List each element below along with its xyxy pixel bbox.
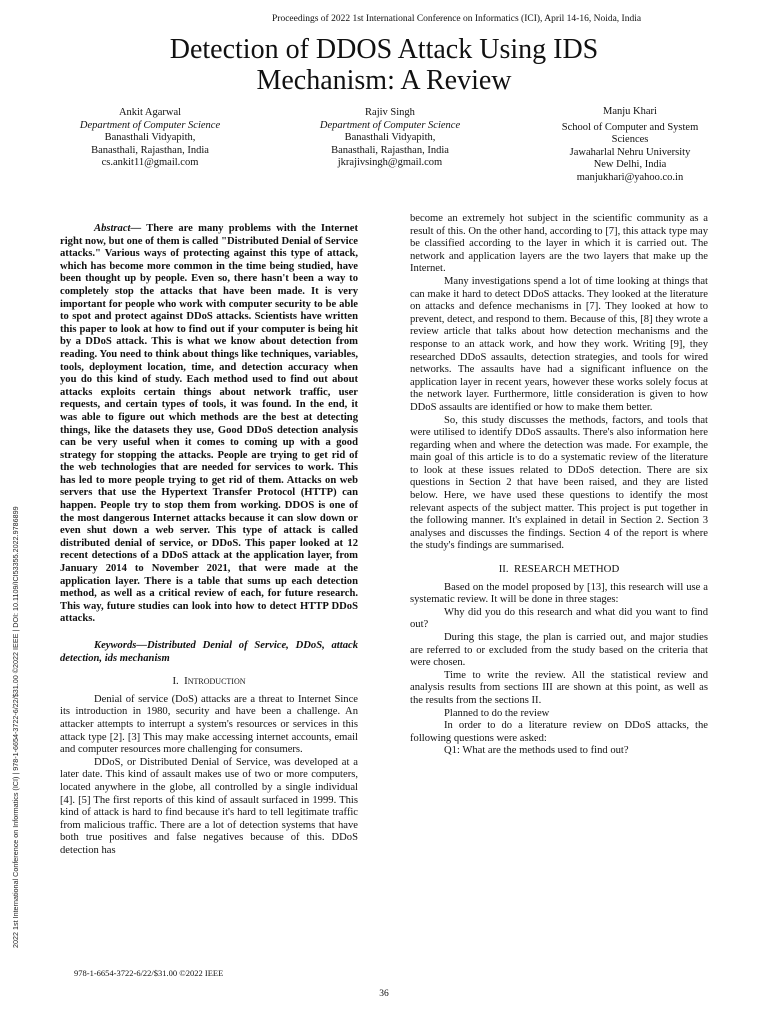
abstract-label: Abstract xyxy=(94,223,131,234)
research-method-paragraph-1: Based on the model proposed by [13], this research will use a systematic review. It will be done in three stages: xyxy=(410,581,708,606)
right-paragraph-2: Many investigations spend a lot of time looking at things that can make it hard to detect DDoS attacks. They looked at the literature on attacks and defence mechanisms in [7]. They looked at how to prevent, detect, and respond to them. Because of this, [8] they wrote a review article that talks about how detection mechanisms and the response to an attack work, and how they work. Writing [9], they researched DDoS assaults, detection strategies, and tools for wired networks. The assaults have had a significant influence on the application layer in recent years, however these works solely focus at the network layer. Furthermore, little consideration is given to how DDoS assaults are identified or how to make them better. xyxy=(410,275,708,413)
research-method-paragraph-2: Why did you do this research and what did you want to find out? xyxy=(410,606,708,631)
author-department: School of Computer and System xyxy=(561,121,699,133)
research-method-paragraph-3: During this stage, the plan is carried out, and major studies are referred to or excluded from the study based on the criteria that were chosen. xyxy=(410,632,708,669)
right-paragraph-3: So, this study discusses the methods, factors, and tools that were utilised to identify DDoS assaults. There's also information here regarding when and where the detection was made. For example, the main goal of this article is to do a systematic review of the literature to look at these issues related to DDoS detection. There are six questions in Section 2 that have been raised, and they are listed below. Here, we have used these questions to identify the most relevant aspects of the subject matter. This project is put together in the following manner. It's explained in detail in Section 2. Section 3 analyses and discusses the findings. Section 4 of the report is where the study's findings are summarised. xyxy=(410,414,708,552)
footer-copyright: 978-1-6654-3722-6/22/$31.00 ©2022 IEEE xyxy=(74,968,224,978)
author-email: manjukhari@yahoo.co.in xyxy=(576,171,684,183)
intro-paragraph-2: DDoS, or Distributed Denial of Service, was developed at a later date. This kind of assault makes use of two or more computers, located anywhere in the globe, all controlled by a single individual [4]. [5] The first reports of this kind of assault surfaced in 1999. This kind of attack is hard to find because it's hard to tell legitimate traffic from malicious traffic. There are a lot of detection systems that have both true positives and false negatives because of this. DDoS detection has xyxy=(60,756,358,856)
section-number: II. xyxy=(498,563,509,576)
author-email: cs.ankit11@gmail.com xyxy=(101,157,199,169)
author-name: Manju Khari xyxy=(603,106,657,117)
author-name: Rajiv Singh xyxy=(365,107,415,118)
page-number: 36 xyxy=(379,989,389,999)
author-location: Banasthali, Rajasthan, India xyxy=(91,144,209,156)
section-heading-introduction xyxy=(60,675,358,688)
intro-paragraph-1: Denial of service (DoS) attacks are a threat to Internet Since its introduction in 1980, security and have been a challenge. An attacker attempts to interrupt a system's resources or services in this attack type [2]. [3] This may make accessing internet accounts, email and computer resources more challenging for consumers. xyxy=(60,693,358,756)
right-paragraph-1: become an extremely hot subject in the scientific community as a result of this. On the other hand, according to [7], this attack type may be classified according to the layer in which it is carried out. The network and application layers are the two layers that make up the Internet. xyxy=(410,213,708,275)
right-column xyxy=(410,213,708,758)
author-department: Department of Computer Science xyxy=(79,119,221,131)
research-method-paragraph-4: Time to write the review. All the statistical review and analysis results from sections III are shown at this point, as well as the results from the sections II. xyxy=(410,669,708,706)
left-column xyxy=(60,213,358,858)
author-affiliation: Banasthali Vidyapith, xyxy=(104,132,196,144)
paper-title xyxy=(60,34,708,96)
author-location: Banasthali, Rajasthan, India xyxy=(331,144,449,156)
title-line-2: Mechanism: A Review xyxy=(256,65,512,96)
author-department: Department of Computer Science xyxy=(319,119,461,131)
section-title: RESEARCH METHOD xyxy=(514,563,620,576)
doi-sidebar-text: 2022 1st International Conference on Informatics (ICI) | 978-1-6654-3722-6/22/$31.00 ©2022 IEEE | DOI: 10.1109/ICI53355.2022.9786899 xyxy=(11,506,20,948)
keywords: Keywords—Distributed Denial of Service, DDoS, attack detection, ids mechanism xyxy=(60,640,358,664)
proceedings-header: Proceedings of 2022 1st International Conference on Informatics (ICI), April 14-16, Noida, India xyxy=(272,14,642,24)
author-affiliation: Jawaharlal Nehru University xyxy=(569,146,691,158)
abstract-text: — There are many problems with the Internet right now, but one of them is called "Distributed Denial of Service attacks." Various ways of protecting against this type of attack, which has become more common in the time being studied, have been thought up by people. Even so, there hasn't been a way to completely stop the attacks that have been made. It is very important for people who work with computer security to be able to spot and protect against DDoS attacks. Scientists have written this paper to look at how to find out if your computer is being hit by a DDoS attack. This is what we know about detection from reading. You need to think about things like techniques, variables, tools, deployment location, time, and detection accuracy when you do this kind of study. Each method used to find out about attacks exploits certain things about network traffic, user requests, and certain types of tools, it was found. In the end, it was able to figure out which methods are the best at detecting things, like the datasets they use, Good DDoS detection analysis can be very useful when it comes to coming up with a good strategy for stopping the attacks. People are trying to get rid of the web technologies that are needed for services to work. This has led to more people trying to get rid of them. Attacks on web servers that use the Hypertext Transfer Protocol (HTTP) can happen. People try to stop them from working. DDOS is one of the most dangerous Internet attacks because it can slow down or even shut down a web server. This type of attack is called distributed denial of service, or DDoS. This paper looked at 12 recent detections of a DDoS attack at the application layer, from January 2014 to November 2021, that were made at the application layer. There is a table that sums up each detection method, as well as a critical review of each, for future research. This way, future studies can look into how to detect HTTP DDoS attacks. xyxy=(60,223,358,625)
section-title: Introduction xyxy=(184,675,246,688)
research-method-paragraph-5: Planned to do the review xyxy=(444,707,550,719)
title-line-1: Detection of DDOS Attack Using IDS xyxy=(169,34,599,65)
author-email: jkrajivsingh@gmail.com xyxy=(337,157,443,169)
author-2 xyxy=(280,107,500,170)
section-heading-research-method xyxy=(410,563,708,576)
author-name: Ankit Agarwal xyxy=(118,107,182,118)
author-3 xyxy=(520,106,740,185)
research-method-paragraph-7: Q1: What are the methods used to find out? xyxy=(444,745,629,757)
author-affiliation: Banasthali Vidyapith, xyxy=(344,132,436,144)
author-location: New Delhi, India xyxy=(593,159,667,171)
author-department-cont: Sciences xyxy=(611,134,649,146)
author-1 xyxy=(40,107,260,170)
abstract xyxy=(60,223,358,626)
research-method-paragraph-6: In order to do a literature review on DDoS attacks, the following questions were asked: xyxy=(410,720,708,744)
section-number: I. xyxy=(172,675,179,688)
